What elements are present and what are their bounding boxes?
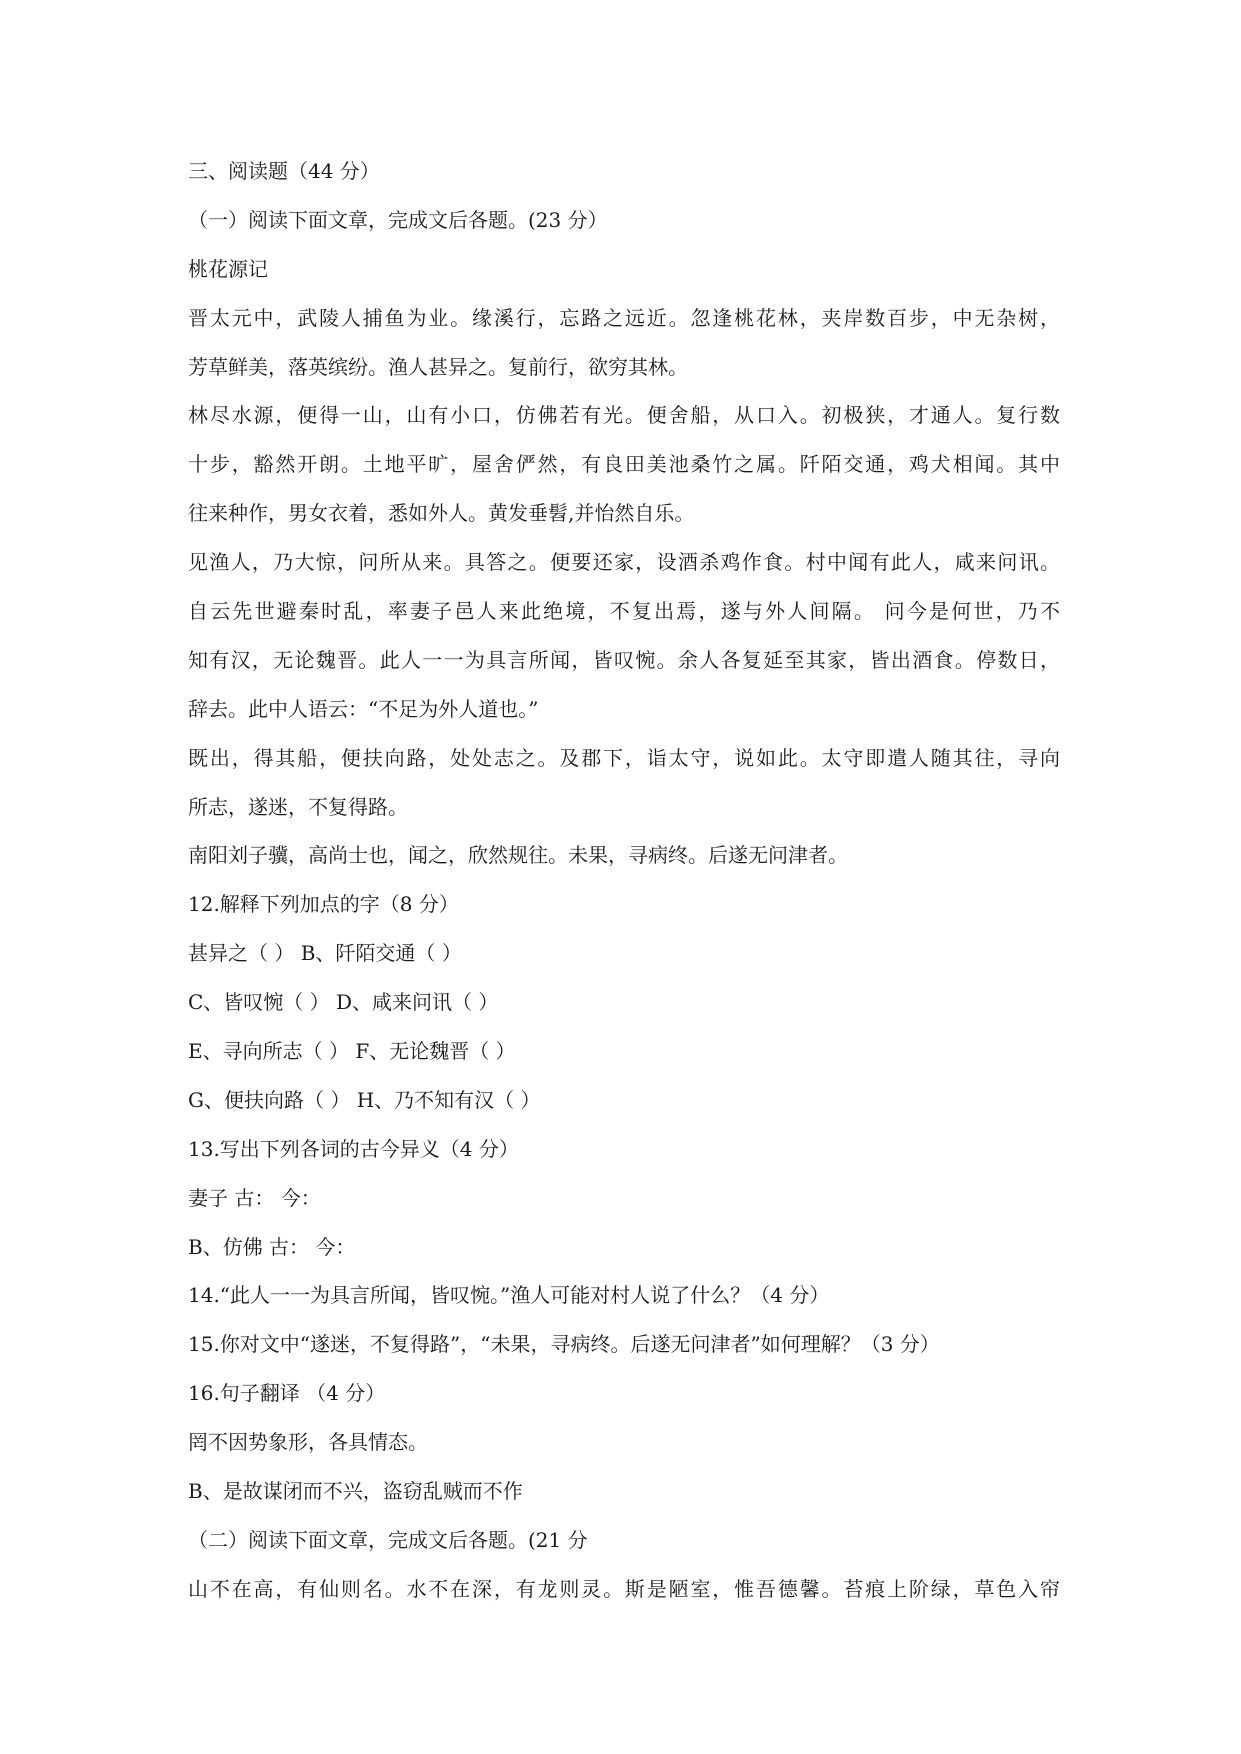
passage-line: 见渔人，乃大惊，问所从来。具答之。便要还家，设酒杀鸡作食。村中闻有此人，咸来问讯。 [188, 550, 1060, 575]
question-line: 13.写出下列各词的古今异义（4 分） [188, 1136, 519, 1161]
passage-line: 晋太元中，武陵人捕鱼为业。缘溪行，忘路之远近。忽逢桃花林，夹岸数百步，中无杂树， [188, 305, 1060, 330]
passage-title: 桃花源记 [188, 256, 268, 281]
question-line: 12.解释下列加点的字（8 分） [188, 892, 459, 917]
question-line: 14.“此人一一为具言所闻，皆叹惋。”渔人可能对村人说了什么？（4 分） [188, 1283, 830, 1308]
question-line: 罔不因势象形，各具情态。 [188, 1430, 428, 1455]
document-page [188, 158, 1060, 1625]
passage-line: 南阳刘子骥，高尚士也，闻之，欣然规往。未果，寻病终。后遂无问津者。 [188, 843, 848, 868]
question-line: B、是故谋闭而不兴，盗窃乱贼而不作 [188, 1479, 523, 1504]
passage-line: 往来种作，男女衣着，悉如外人。黄发垂髫,并怡然自乐。 [188, 501, 695, 526]
question-line: 妻子 古： 今： [188, 1185, 321, 1210]
question-line: 15.你对文中“遂迷，不复得路”，“未果，寻病终。后遂无问津者”如何理解？（3 分） [188, 1332, 940, 1357]
passage-line: 自云先世避秦时乱，率妻子邑人来此绝境，不复出焉，遂与外人间隔。 问今是何世，乃不 [188, 599, 1060, 624]
passage-line: 芳草鲜美，落英缤纷。渔人甚异之。复前行，欲穷其林。 [188, 354, 688, 379]
passage-line: 山不在高，有仙则名。水不在深，有龙则灵。斯是陋室，惟吾德馨。苔痕上阶绿，草色入帘 [188, 1576, 1060, 1601]
question-line: E、寻向所志（ ） F、无论魏晋（ ） [188, 1039, 516, 1064]
question-line: G、便扶向路（ ） H、乃不知有汉（ ） [188, 1087, 541, 1112]
part2-heading: （二）阅读下面文章，完成文后各题。(21 分 [188, 1527, 588, 1552]
passage-line: 既出，得其船，便扶向路，处处志之。及郡下，诣太守，说如此。太守即遣人随其往，寻向 [188, 745, 1060, 770]
section-heading: 三、阅读题（44 分） [188, 159, 380, 183]
passage-line: 辞去。此中人语云：“不足为外人道也。” [188, 696, 539, 721]
part1-heading: （一）阅读下面文章，完成文后各题。(23 分） [188, 207, 608, 232]
question-line: 甚异之（ ） B、阡陌交通（ ） [188, 941, 462, 966]
passage-line: 所志，遂迷，不复得路。 [188, 794, 408, 819]
question-line: B、仿佛 古： 今： [188, 1234, 356, 1259]
passage-line: 林尽水源，便得一山，山有小口，仿佛若有光。便舍船，从口入。初极狭，才通人。复行数 [188, 403, 1060, 428]
passage-line: 知有汉，无论魏晋。此人一一为具言所闻，皆叹惋。余人各复延至其家，皆出酒食。停数日， [188, 647, 1060, 672]
passage-line: 十步，豁然开朗。土地平旷，屋舍俨然，有良田美池桑竹之属。阡陌交通，鸡犬相闻。其中 [188, 452, 1060, 477]
question-line: 16.句子翻译 （4 分） [188, 1381, 386, 1406]
question-line: C、皆叹惋（ ） D、咸来问讯（ ） [188, 990, 499, 1015]
